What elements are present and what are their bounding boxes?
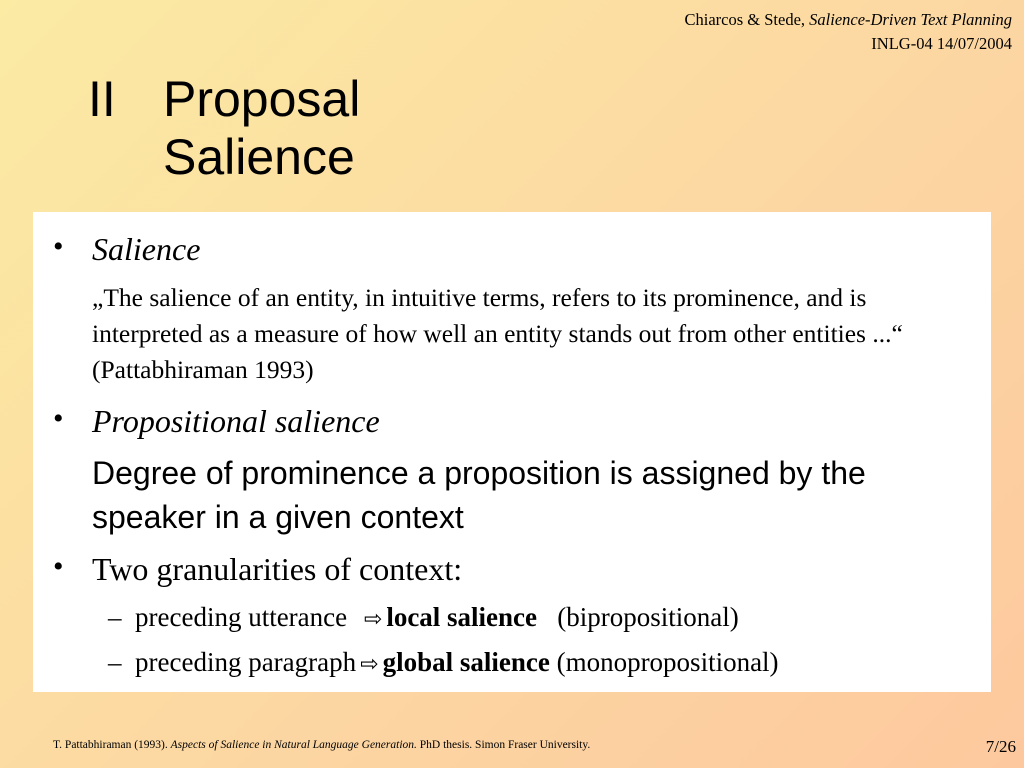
reference-title: Aspects of Salience in Natural Language Generation. — [170, 739, 417, 751]
header-title: Salience-Driven Text Planning — [809, 10, 1012, 29]
reference-prefix: T. Pattabhiraman (1993). — [53, 739, 171, 751]
header-meta — [685, 8, 1013, 56]
sub-context: preceding paragraph — [135, 647, 357, 677]
bullet-salience: Salience — [92, 231, 201, 267]
sub-dash: – — [108, 602, 122, 632]
sub-term: local salience — [386, 602, 538, 632]
header-authors: Chiarcos & Stede, — [684, 10, 810, 29]
salience-quote: „The salience of an entity, in intuitive terms, refers to its prominence, and is interpreted as a measure of how well an entity stands out from other entities ...“ (Pattabhiraman 1993) — [92, 283, 903, 384]
title-line-1: Proposal — [163, 71, 361, 127]
header-citation — [685, 8, 1013, 32]
reference-suffix: PhD thesis. Simon Fraser University. — [416, 739, 591, 751]
propositional-salience-definition: Degree of prominence a proposition is assigned by the speaker in a given context — [92, 455, 866, 535]
sub-context: preceding utterance — [135, 602, 348, 632]
bullet-marker: • — [53, 230, 64, 263]
sub-type: (monopropositional) — [556, 647, 779, 677]
hollow-right-arrow-icon: ⇨ — [363, 607, 383, 632]
sub-term: global salience — [382, 647, 550, 677]
bullet-granularities: Two granularities of context: — [92, 551, 463, 587]
header-venue: INLG-04 14/07/2004 — [871, 34, 1012, 53]
sub-item-global — [108, 645, 779, 682]
page-number: 7/26 — [985, 737, 1016, 756]
hollow-right-arrow-icon: ⇨ — [360, 652, 379, 677]
slide-title — [163, 70, 360, 186]
bullet-marker: • — [53, 402, 64, 435]
footer-reference — [53, 739, 590, 751]
section-number: II — [88, 71, 116, 127]
bullet-marker: • — [53, 550, 64, 583]
sub-dash: – — [108, 647, 122, 677]
bullet-propositional-salience: Propositional salience — [92, 403, 380, 439]
sub-type: (bipropositional) — [557, 602, 739, 632]
title-line-2: Salience — [163, 129, 355, 185]
sub-item-local — [108, 600, 739, 637]
